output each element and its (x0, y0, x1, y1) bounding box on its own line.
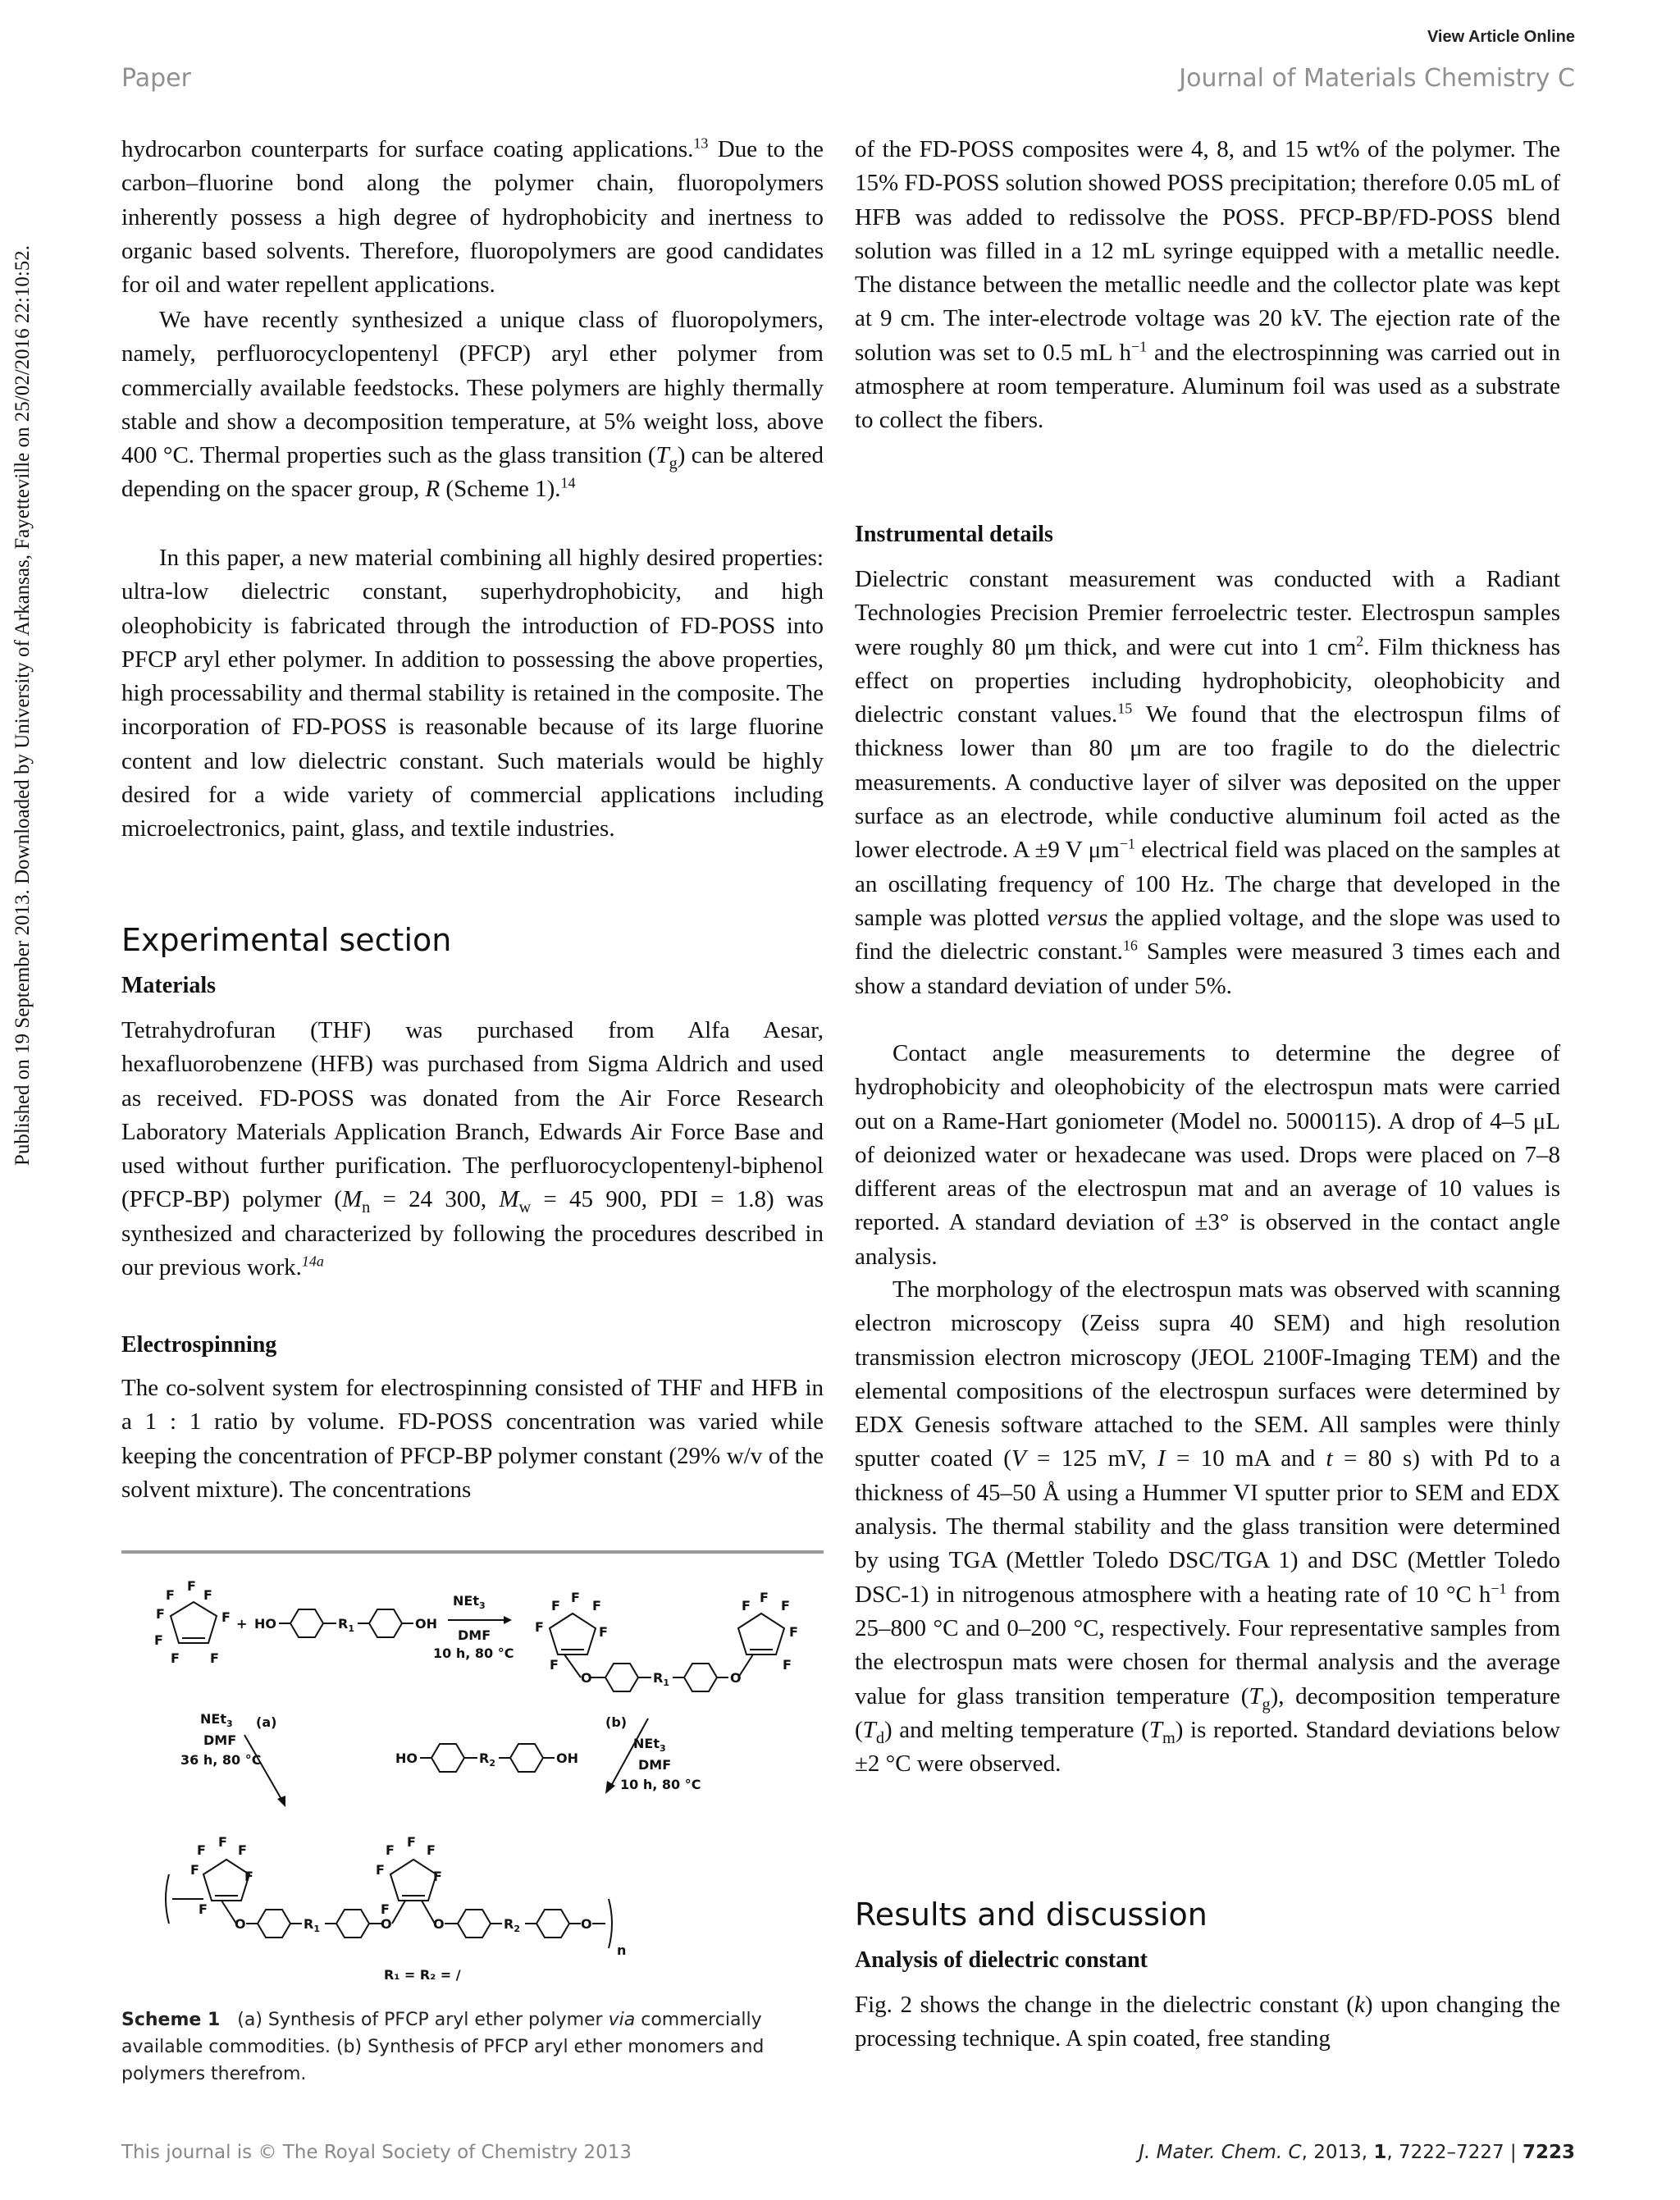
r-group-definition: R₁ = R₂ = / (384, 1967, 461, 1983)
svg-text:F: F (781, 1598, 790, 1613)
svg-text:DMF: DMF (638, 1757, 672, 1773)
electrospinning-heading: Electrospinning (121, 1332, 277, 1358)
svg-text:HO: HO (395, 1750, 418, 1766)
svg-text:F: F (427, 1842, 436, 1858)
pfcp-monomer-labels (535, 1590, 798, 1688)
view-article-online-link[interactable]: View Article Online (1427, 28, 1575, 46)
footer-copyright: This journal is © The Royal Society of Chemistry 2013 (121, 2142, 632, 2163)
svg-text:F: F (535, 1619, 544, 1635)
svg-text:F: F (238, 1842, 247, 1858)
svg-text:F: F (197, 1842, 206, 1858)
svg-text:F: F (551, 1598, 560, 1613)
svg-text:F: F (433, 1869, 442, 1884)
results-paragraph: Fig. 2 shows the change in the dielectric constant (k) upon changing the processing technique. A spin coated, free standing (855, 1992, 1560, 2052)
svg-text:R1: $R_1$ (304, 1916, 320, 1934)
svg-text:F: F (210, 1650, 219, 1666)
scheme-1-caption: Scheme 1 (a) Synthesis of PFCP aryl ether polymer via commercially available commodities. (b) Synthesis of PFCP aryl ether monomers and polymers therefrom. (121, 2010, 765, 2084)
route-b-arrow (605, 1714, 701, 1794)
electrospinning-continued-paragraph: of the FD-POSS composites were 4, 8, and 15 wt% of the polymer. The 15% FD-POSS solution showed POSS precipitation; therefore 0.05 mL of HFB was added to redissolve the POSS. PFCP-BP/FD-POSS blend solution was filled in a 12 mL syringe equipped with a metallic needle. The distance between the metallic needle and the collector plate was kept at 9 cm. The inter-electrode voltage was 20 kV. The ejection rate of the solution was set to 0.5 mL $h^{-1}$ and the electrospinning was carried out in atmosphere at room temperature. Aluminum foil was used as a substrate to collect the fibers. (855, 136, 1560, 434)
r2-bisphenol (395, 1744, 578, 1772)
svg-text:OH: OH (415, 1616, 437, 1632)
svg-text:R1: $R_1$ (653, 1670, 669, 1688)
svg-text:NEt3: NEt$_3$ (453, 1593, 486, 1611)
publication-side-note (11, 49, 36, 1362)
svg-text:F: F (203, 1587, 212, 1603)
svg-text:F: F (760, 1590, 769, 1605)
svg-text:F: F (571, 1590, 580, 1605)
svg-text:O: O (581, 1916, 592, 1932)
instrumental-details-heading: Instrumental details (855, 522, 1053, 547)
svg-text:F: F (407, 1834, 416, 1850)
bisphenol-monomer (254, 1609, 437, 1637)
page-number: 7223 (1522, 2142, 1575, 2163)
svg-text:F: F (376, 1862, 385, 1878)
svg-text:DMF: DMF (458, 1627, 491, 1643)
svg-text:F: F (742, 1598, 751, 1613)
perfluorocyclopentene-structure (171, 1602, 217, 1643)
svg-text:O: O (730, 1670, 742, 1686)
materials-paragraph: Tetrahydrofuran (THF) was purchased from Alfa Aesar, hexafluorobenzene (HFB) was purchased from Sigma Aldrich and used as received. FD-POSS was donated from the Air Force Research Laboratory Materials Application Branch, Edwards Air Force Base and used without further purification. The perfluorocyclopentenyl-biphenol (PFCP-BP) polymer ($M_n = 24$ 300, $M_w = 45$ 900, PDI = 1.8) was synthesized and characterized by following the procedures described in our previous work.$^{14a}$ (121, 1017, 824, 1281)
morphology-paragraph: The morphology of the electrospun mats was observed with scanning electron microscopy (Zeiss supra 40 SEM) and high resolution transmission electron microscopy (JEOL 2100F-Imaging TEM) and the elemental compositions of the electrospun surfaces were determined by EDX Genesis software attached to the SEM. All samples were thinly sputter coated (V = 125 mV, I = 10 mA and t = 80 s) with Pd to a thickness of 45–50 Å using a Hummer VI sputter prior to SEM and EDX analysis. The thermal stability and the glass transition were determined by using TGA (Mettler Toledo DSC/TGA 1) and DSC (Mettler Toledo DSC-1) in nitrogenous atmosphere with a heating rate of 10 °C $h^{-1}$ from 25–800 °C and 0–200 °C, respectively. Four representative samples from the electrospun mats were chosen for thermal analysis and the average value for glass transition temperature $(T_g)$, decomposition temperature $(T_d)$ and melting temperature $(T_m)$ is reported. Standard deviations below ±2 °C were observed. (855, 1276, 1561, 1778)
svg-text:R2: $R_2$ (479, 1750, 495, 1769)
scheme-top-rule (121, 1550, 824, 1554)
svg-text:O: O (381, 1916, 392, 1932)
svg-text:F: F (244, 1869, 253, 1884)
perfluorocyclopentene-f-labels (154, 1578, 231, 1666)
intro-paragraph-2: We have recently synthesized a unique class of fluoropolymers, namely, perfluorocyclopentenyl (PFCP) aryl ether polymer from commercially available feedstocks. These polymers are highly thermally stable and show a decomposition temperature, at 5% weight loss, above 400 °C. Thermal properties such as the glass transition $(T_g)$ can be altered depending on the spacer group, R (Scheme 1).$^{14}$ (121, 307, 824, 503)
svg-text:F: F (190, 1862, 199, 1878)
results-section-heading: Results and discussion (855, 1896, 1208, 1933)
svg-text:OH: OH (556, 1750, 578, 1766)
svg-text:F: F (386, 1842, 395, 1858)
intro-paragraph-3: In this paper, a new material combining all highly desired properties: ultra-low dielectric constant, superhydrophobicity, and high oleophobicity is fabricated through the introduction of FD-POSS into PFCP aryl ether polymer. In addition to possessing the above properties, high processability and thermal stability is retained in the composite. The incorporation of FD-POSS is reasonable because of its large fluorine content and low dielectric constant. Such materials would be highly desired for a wide variety of commercial applications including microelectronics, paint, glass, and textile industries. (121, 545, 824, 842)
route-a-arrow (180, 1711, 285, 1807)
electrospinning-paragraph: The co-solvent system for electrospinning consisted of THF and HFB in a 1 : 1 ratio by volume. FD-POSS concentration was varied while keeping the concentration of PFCP-BP polymer constant (29% w/v of the solvent mixture). The concentrations (121, 1375, 824, 1503)
svg-text:F: F (171, 1650, 180, 1666)
header-journal-name: Journal of Materials Chemistry C (1179, 64, 1575, 93)
plus-sign: + (236, 1616, 248, 1632)
svg-text:F: F (187, 1578, 196, 1594)
scheme-1-figure (121, 1563, 824, 1989)
svg-text:R2: $R_2$ (504, 1916, 520, 1934)
svg-text:O: O (235, 1916, 246, 1932)
svg-text:F: F (789, 1624, 798, 1640)
svg-text:36 h, 80 °C: 36 h, 80 °C (180, 1752, 262, 1768)
experimental-section-heading: Experimental section (121, 922, 452, 958)
svg-text:O: O (581, 1670, 592, 1686)
svg-text:F: F (166, 1587, 175, 1603)
svg-text:10 h, 80 °C: 10 h, 80 °C (433, 1645, 514, 1661)
svg-text:F: F (156, 1606, 165, 1622)
svg-text:F: F (199, 1901, 208, 1917)
svg-text:F: F (221, 1609, 231, 1625)
svg-text:(b): (b) (605, 1714, 628, 1730)
header-section-label: Paper (121, 64, 191, 93)
side-note-text: Published on 19 September 2013. Downloaded by University of Arkansas, Fayetteville on 25/02/2016 22:10:52. (11, 244, 34, 1166)
svg-text:n: n (617, 1942, 627, 1958)
svg-text:O: O (433, 1916, 445, 1932)
svg-text:F: F (381, 1901, 390, 1917)
top-reaction-arrow (433, 1593, 514, 1661)
svg-text:F: F (550, 1657, 559, 1673)
svg-text:NEt3: NEt$_3$ (633, 1736, 666, 1754)
svg-text:DMF: DMF (203, 1732, 237, 1748)
svg-text:HO: HO (254, 1616, 276, 1632)
dielectric-analysis-heading: Analysis of dielectric constant (855, 1947, 1148, 1973)
contact-angle-paragraph: Contact angle measurements to determine the degree of hydrophobicity and oleophobicity of the electrospun mats were carried out on a Rame-Hart goniometer (Model no. 5000115). A drop of 4–5 μL of deionized water or hexadecane was used. Drops were placed on 7–8 different areas of the electrospun mat and an average of 10 values is reported. A standard deviation of ±3° is observed in the contact angle analysis. (855, 1040, 1560, 1270)
instrumental-paragraph: Dielectric constant measurement was conducted with a Radiant Technologies Precision Premier ferroelectric tester. Electrospun samples were roughly 80 μm thick, and were cut into 1 $cm^2$. Film thickness has effect on properties including hydrophobicity, oleophobicity and dielectric constant values.$^{15}$ We found that the electrospun films of thickness lower than 80 μm are too fragile to do the dielectric measurements. A conductive layer of silver was deposited on the upper surface as an electrode, while conductive aluminum foil acted as the lower electrode. A ±9 V $\mu m^{-1}$ electrical field was placed on the samples at an oscillating frequency of 100 Hz. The charge that developed in the sample was plotted versus the applied voltage, and the slope was used to find the dielectric constant.$^{16}$ Samples were measured 3 times each and show a standard deviation of under 5%. (855, 566, 1560, 999)
svg-text:F: F (599, 1624, 608, 1640)
svg-text:F: F (592, 1598, 601, 1613)
svg-text:F: F (783, 1657, 792, 1673)
intro-paragraph-1: hydrocarbon counterparts for surface coating applications.$^{13}$ Due to the carbon–fluorine bond along the polymer chain, fluoropolymers inherently possess a high degree of hydrophobicity and inertness to organic based solvents. Therefore, fluoropolymers are good candidates for oil and water repellent applications. (121, 135, 824, 299)
svg-text:F: F (154, 1632, 163, 1648)
svg-text:NEt3: NEt$_3$ (200, 1711, 233, 1729)
svg-text:10 h, 80 °C: 10 h, 80 °C (620, 1777, 701, 1792)
svg-text:(a): (a) (256, 1714, 277, 1730)
footer-citation: J. Mater. Chem. C, 2013, 1, 7222–7227 | 7223 (1139, 2142, 1575, 2163)
svg-text:F: F (218, 1834, 227, 1850)
materials-heading: Materials (121, 973, 217, 998)
svg-text:R1: $R_1$ (338, 1616, 354, 1634)
